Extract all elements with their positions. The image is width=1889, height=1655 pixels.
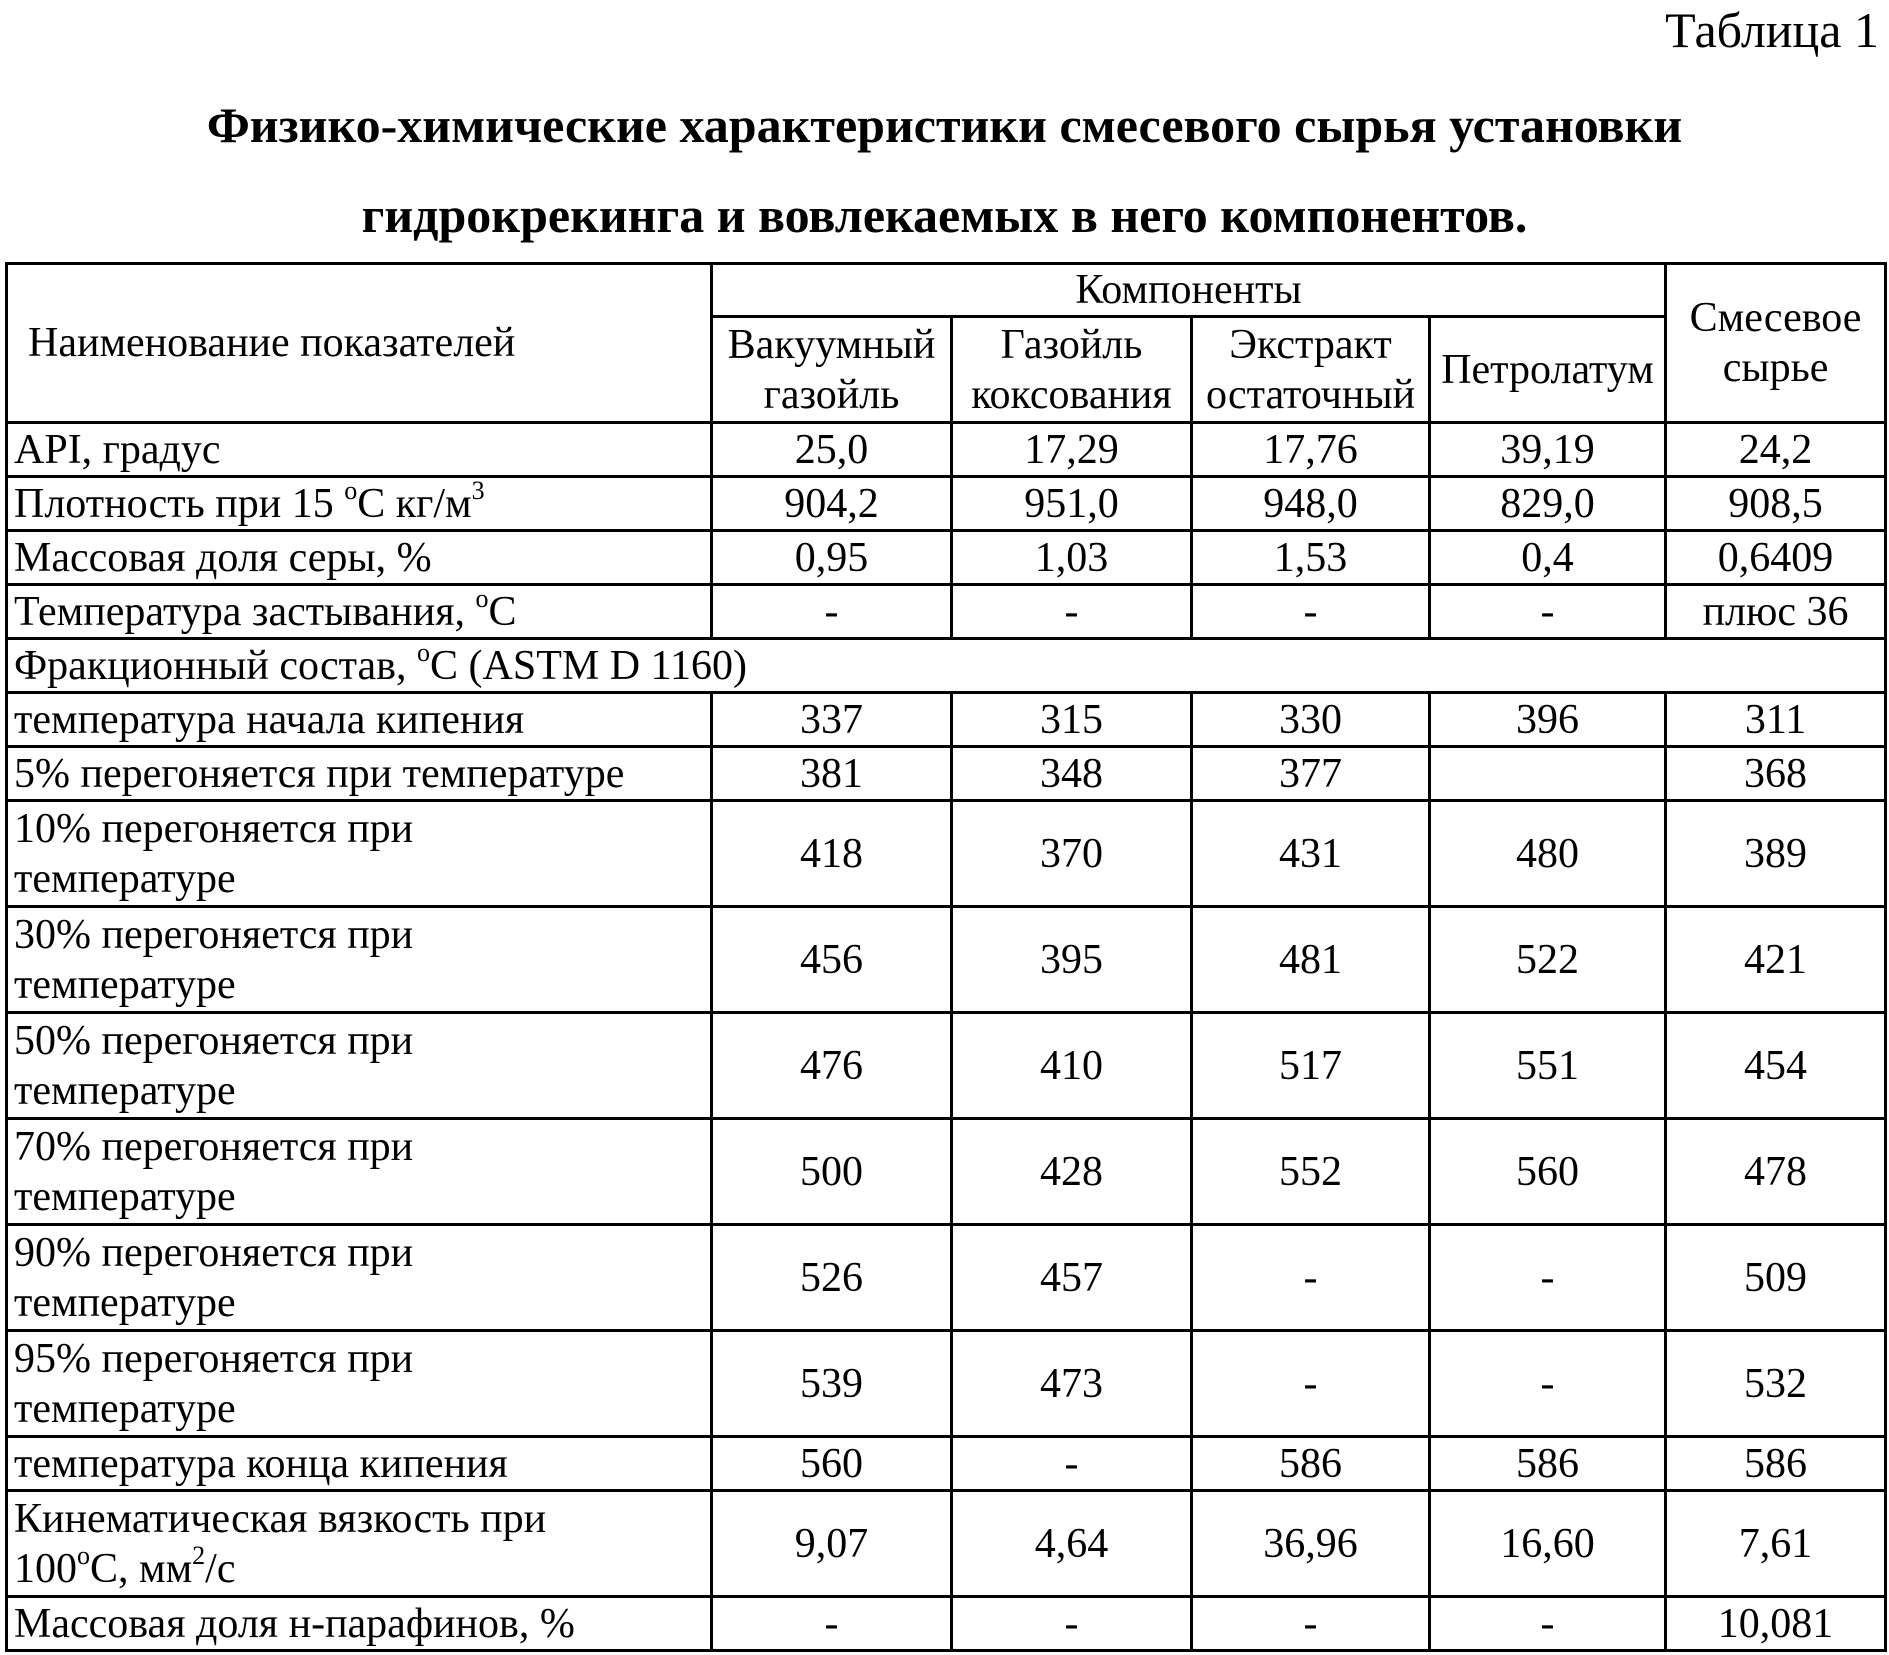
- cell-value: 25,0: [712, 423, 952, 477]
- cubic-superscript: 3: [471, 476, 485, 505]
- label-line: температуре: [14, 855, 236, 902]
- label-part: С кг/м: [357, 480, 472, 527]
- cell-value: 476: [712, 1013, 952, 1119]
- label-line: 90% перегоняется при: [14, 1229, 414, 1276]
- header-col1-line-2: газойль: [763, 371, 900, 418]
- label-part: Фракционный состав,: [14, 642, 417, 689]
- cell-value: 348: [952, 747, 1192, 801]
- label-line: температуре: [14, 1067, 236, 1114]
- degree-superscript: о: [344, 476, 358, 505]
- cell-value: 500: [712, 1119, 952, 1225]
- row-label: температура начала кипения: [7, 693, 712, 747]
- cell-value: 330: [1192, 693, 1430, 747]
- table-row-ibp: [7, 693, 1886, 747]
- cell-value: 10,081: [1666, 1597, 1886, 1651]
- table-row-viscosity: [7, 1491, 1886, 1597]
- row-label: [7, 1491, 712, 1597]
- cell-value: -: [1192, 1225, 1430, 1331]
- cell-value: -: [1430, 1331, 1666, 1437]
- row-label: [7, 1119, 712, 1225]
- label-line: 50% перегоняется при: [14, 1017, 414, 1064]
- row-label: API, градус: [7, 423, 712, 477]
- cell-value: 509: [1666, 1225, 1886, 1331]
- row-label: [7, 801, 712, 907]
- row-label: [7, 1013, 712, 1119]
- squared-superscript: 2: [192, 1540, 206, 1570]
- table-row-5pct: [7, 747, 1886, 801]
- label-part: 100: [14, 1545, 77, 1592]
- row-label: [7, 1331, 712, 1437]
- table-row-density: [7, 477, 1886, 531]
- cell-value: 948,0: [1192, 477, 1430, 531]
- table-row-fbp: [7, 1437, 1886, 1491]
- label-part: Плотность при 15: [14, 480, 345, 527]
- cell-value: 7,61: [1666, 1491, 1886, 1597]
- row-label: [7, 1225, 712, 1331]
- cell-value: 522: [1430, 907, 1666, 1013]
- cell-value: -: [1430, 1597, 1666, 1651]
- cell-value: 829,0: [1430, 477, 1666, 531]
- cell-value: 0,6409: [1666, 531, 1886, 585]
- cell-value: -: [1430, 1225, 1666, 1331]
- header-col3-line-1: Экстракт: [1229, 321, 1392, 368]
- properties-table: [5, 262, 1887, 1652]
- degree-superscript: о: [77, 1540, 90, 1570]
- cell-value: -: [1192, 1331, 1430, 1437]
- cell-value: -: [1192, 585, 1430, 639]
- cell-value: 517: [1192, 1013, 1430, 1119]
- cell-value: 39,19: [1430, 423, 1666, 477]
- cell-value: 532: [1666, 1331, 1886, 1437]
- table-row-10pct: [7, 801, 1886, 907]
- cell-value: 457: [952, 1225, 1192, 1331]
- label-line: 30% перегоняется при: [14, 911, 414, 958]
- degree-superscript: о: [417, 638, 430, 667]
- cell-value: 526: [712, 1225, 952, 1331]
- label-line: температуре: [14, 1279, 236, 1326]
- header-col1-line-1: Вакуумный: [727, 321, 936, 368]
- cell-value: 480: [1430, 801, 1666, 907]
- cell-value: -: [1430, 585, 1666, 639]
- cell-value: 586: [1192, 1437, 1430, 1491]
- label-line: температуре: [14, 961, 236, 1008]
- cell-value: 552: [1192, 1119, 1430, 1225]
- header-mixed-line-1: Смесевое: [1689, 295, 1862, 341]
- row-label: Массовая доля серы, %: [7, 531, 712, 585]
- header-col2-line-2: коксования: [971, 371, 1172, 418]
- cell-value: 431: [1192, 801, 1430, 907]
- cell-value: 16,60: [1430, 1491, 1666, 1597]
- table-row-paraffins: [7, 1597, 1886, 1651]
- cell-value: 9,07: [712, 1491, 952, 1597]
- cell-value: -: [952, 1437, 1192, 1491]
- cell-value: плюс 36: [1666, 585, 1886, 639]
- cell-value: 337: [712, 693, 952, 747]
- cell-value: 586: [1666, 1437, 1886, 1491]
- row-label: [7, 907, 712, 1013]
- cell-value: 381: [712, 747, 952, 801]
- cell-value: 315: [952, 693, 1192, 747]
- cell-value: -: [712, 585, 952, 639]
- cell-value: 370: [952, 801, 1192, 907]
- cell-value: 539: [712, 1331, 952, 1437]
- header-row-1: [7, 264, 1886, 317]
- cell-value: -: [952, 1597, 1192, 1651]
- cell-value: 478: [1666, 1119, 1886, 1225]
- cell-value: 396: [1430, 693, 1666, 747]
- label-part: Температура застывания,: [14, 588, 476, 635]
- header-residual-extract: [1192, 317, 1430, 423]
- cell-value: 24,2: [1666, 423, 1886, 477]
- table-number: Таблица 1: [1665, 2, 1879, 58]
- table-row-api: [7, 423, 1886, 477]
- label-line: Кинематическая вязкость при: [14, 1495, 547, 1542]
- table-title: [0, 80, 1889, 260]
- label-part: С (ASTM D 1160): [430, 642, 747, 689]
- header-col4-line-1: Петролатум: [1441, 346, 1654, 393]
- title-line-2: гидрокрекинга и вовлекаемых в него компонентов.: [361, 187, 1528, 243]
- row-label: 5% перегоняется при температуре: [7, 747, 712, 801]
- label-line: 70% перегоняется при: [14, 1123, 414, 1170]
- cell-value: 36,96: [1192, 1491, 1430, 1597]
- header-petrolatum: [1430, 317, 1666, 423]
- header-col2-line-1: Газойль: [1000, 321, 1143, 368]
- cell-value: 560: [712, 1437, 952, 1491]
- cell-value: 1,53: [1192, 531, 1430, 585]
- table-row-70pct: [7, 1119, 1886, 1225]
- row-label: [7, 477, 712, 531]
- cell-value: 17,76: [1192, 423, 1430, 477]
- label-part: С, мм: [90, 1545, 193, 1592]
- cell-value: 389: [1666, 801, 1886, 907]
- cell-value: 428: [952, 1119, 1192, 1225]
- label-part: /с: [205, 1545, 236, 1592]
- cell-value: 418: [712, 801, 952, 907]
- cell-value: 377: [1192, 747, 1430, 801]
- cell-value: -: [712, 1597, 952, 1651]
- table-row-pour-point: [7, 585, 1886, 639]
- header-col3-line-2: остаточный: [1205, 371, 1416, 418]
- cell-value: 311: [1666, 693, 1886, 747]
- table-row-fraction-section: [7, 639, 1886, 693]
- title-line-1: Физико-химические характеристики смесевого сырья установки: [206, 97, 1683, 153]
- label-line: [14, 1540, 704, 1594]
- cell-value: 17,29: [952, 423, 1192, 477]
- degree-superscript: о: [475, 584, 489, 613]
- cell-value: [1430, 747, 1666, 801]
- cell-value: 551: [1430, 1013, 1666, 1119]
- label-line: температуре: [14, 1385, 236, 1432]
- table-row-50pct: [7, 1013, 1886, 1119]
- cell-value: 473: [952, 1331, 1192, 1437]
- header-mixed-feed: [1666, 264, 1886, 423]
- header-mixed-line-2: сырье: [1722, 345, 1829, 391]
- table-row-30pct: [7, 907, 1886, 1013]
- cell-value: 908,5: [1666, 477, 1886, 531]
- row-label: температура конца кипения: [7, 1437, 712, 1491]
- label-line: температуре: [14, 1173, 236, 1220]
- label-line: 95% перегоняется при: [14, 1335, 414, 1382]
- cell-value: 560: [1430, 1119, 1666, 1225]
- cell-value: 456: [712, 907, 952, 1013]
- cell-value: 4,64: [952, 1491, 1192, 1597]
- cell-value: 410: [952, 1013, 1192, 1119]
- cell-value: 421: [1666, 907, 1886, 1013]
- cell-value: -: [1192, 1597, 1430, 1651]
- table-row-90pct: [7, 1225, 1886, 1331]
- cell-value: 454: [1666, 1013, 1886, 1119]
- cell-value: 904,2: [712, 477, 952, 531]
- header-components-group: Компоненты: [712, 264, 1666, 317]
- row-label: Массовая доля н-парафинов, %: [7, 1597, 712, 1651]
- table-row-95pct: [7, 1331, 1886, 1437]
- cell-value: 395: [952, 907, 1192, 1013]
- label-line: 10% перегоняется при: [14, 805, 414, 852]
- table-row-sulfur: [7, 531, 1886, 585]
- header-coking-gasoil: [952, 317, 1192, 423]
- cell-value: 586: [1430, 1437, 1666, 1491]
- cell-value: -: [952, 585, 1192, 639]
- cell-value: 368: [1666, 747, 1886, 801]
- header-vacuum-gasoil: [712, 317, 952, 423]
- cell-value: 481: [1192, 907, 1430, 1013]
- cell-value: 0,4: [1430, 531, 1666, 585]
- cell-value: 0,95: [712, 531, 952, 585]
- row-label: [7, 585, 712, 639]
- header-indicator: Наименование показателей: [7, 264, 712, 423]
- cell-value: 951,0: [952, 477, 1192, 531]
- cell-value: 1,03: [952, 531, 1192, 585]
- section-label: [7, 639, 1886, 693]
- label-part: С: [488, 588, 517, 635]
